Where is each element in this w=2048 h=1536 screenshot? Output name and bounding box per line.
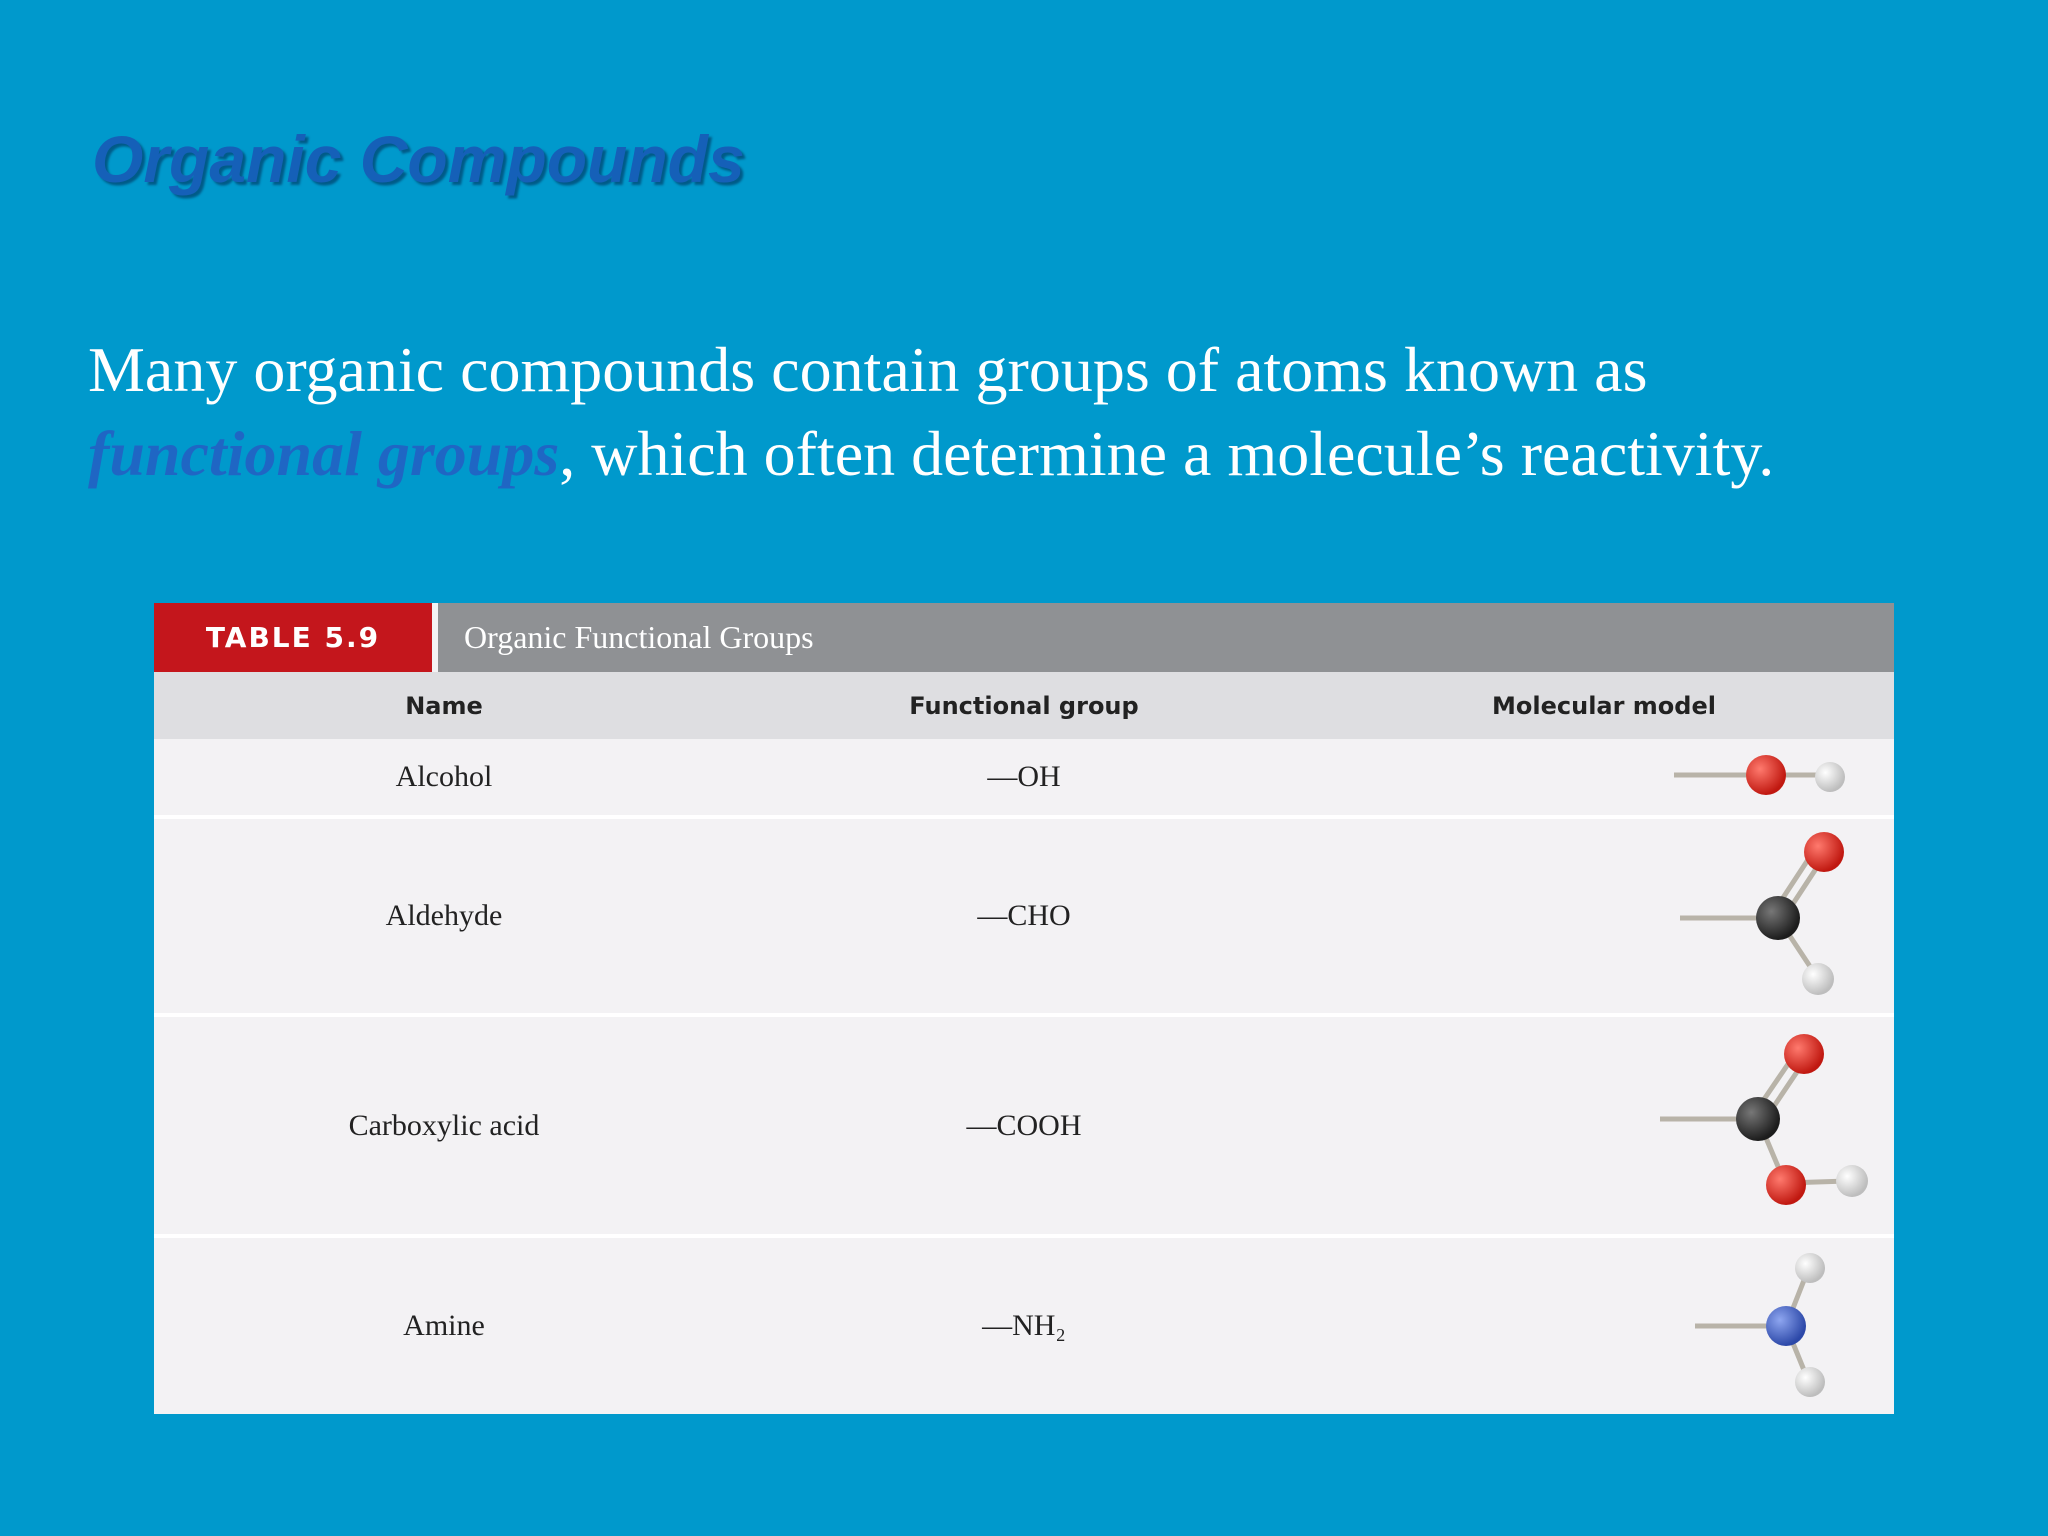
row-functional-group: —CHO	[977, 899, 1071, 932]
table-caption-bar	[154, 603, 1894, 672]
amine-model	[1314, 1238, 1894, 1414]
table-title: Organic Functional Groups	[464, 619, 814, 655]
row-functional-group: —COOH	[966, 1108, 1082, 1142]
amine-molecule-icon	[1314, 1238, 1894, 1414]
alcohol-molecule-icon	[1314, 739, 1894, 819]
table-number-badge: TABLE 5.9	[154, 603, 438, 672]
table-row	[154, 819, 1894, 1017]
table-row	[154, 1017, 1894, 1238]
intro-text-end: , which often determine a molecule’s reactivity.	[559, 418, 1775, 489]
carboxylic-acid-model	[1314, 1017, 1894, 1234]
table-row	[154, 1238, 1894, 1414]
table-row	[154, 739, 1894, 819]
header-functional-group: Functional group	[909, 691, 1139, 720]
key-term-functional-groups: functional groups	[88, 418, 560, 489]
row-name: Aldehyde	[385, 899, 503, 932]
intro-text-start: Many organic compounds contain groups of atoms known as	[88, 334, 1648, 405]
table-header-row	[154, 672, 1894, 739]
alcohol-model	[1314, 739, 1894, 815]
row-name: Carboxylic acid	[348, 1108, 540, 1142]
row-functional-group: —OH	[987, 760, 1061, 793]
aldehyde-molecule-icon	[1314, 819, 1894, 1017]
slide-title: Organic Compounds	[92, 122, 745, 196]
header-name: Name	[405, 691, 483, 720]
aldehyde-model	[1314, 819, 1894, 1013]
header-molecular-model: Molecular model	[1492, 691, 1716, 720]
carboxylic-acid-molecule-icon	[1314, 1017, 1894, 1238]
row-name: Alcohol	[395, 760, 493, 793]
row-name: Amine	[403, 1309, 485, 1342]
row-functional-group: —NH₂	[982, 1309, 1066, 1342]
intro-paragraph	[88, 328, 1988, 496]
functional-groups-table	[154, 603, 1894, 1414]
